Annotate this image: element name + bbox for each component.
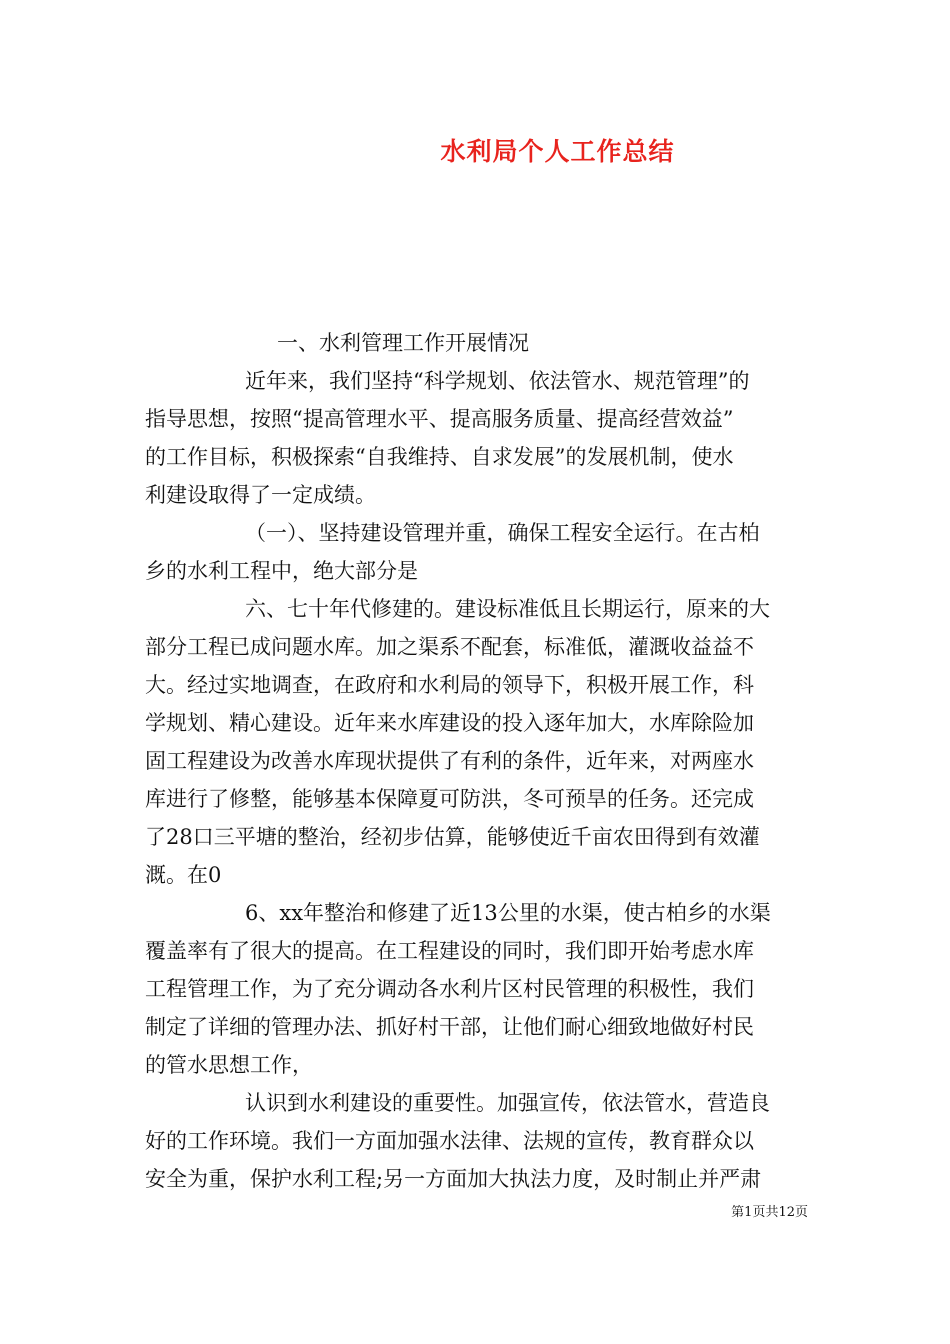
body-line: 溉。在0 — [145, 863, 222, 887]
body-line: 利建设取得了一定成绩。 — [145, 483, 376, 507]
body-line: 好的工作环境。我们一方面加强水法律、法规的宣传，教育群众以 — [145, 1129, 754, 1153]
body-line: 制定了详细的管理办法、抓好村干部，让他们耐心细致地做好村民 — [145, 1015, 754, 1039]
subsection-heading: （一）、坚持建设管理并重，确保工程安全运行。在古柏 — [245, 521, 760, 545]
body-line: 乡的水利工程中，绝大部分是 — [145, 559, 418, 583]
document-title: 水利局个人工作总结 — [440, 137, 675, 166]
page-number: 第1页共12页 — [731, 1205, 808, 1220]
body-line: 学规划、精心建设。近年来水库建设的投入逐年加大，水库除险加 — [145, 711, 754, 735]
body-line: 覆盖率有了很大的提高。在工程建设的同时，我们即开始考虑水库 — [145, 939, 754, 963]
body-line: 部分工程已成问题水库。加之渠系不配套，标准低，灌溉收益益不 — [145, 635, 754, 659]
body-line: 工程管理工作，为了充分调动各水利片区村民管理的积极性，我们 — [145, 977, 754, 1001]
section-heading: 一、水利管理工作开展情况 — [277, 331, 529, 355]
body-line: 库进行了修整，能够基本保障夏可防洪，冬可预旱的任务。还完成 — [145, 787, 754, 811]
body-line: 近年来，我们坚持“科学规划、依法管水、规范管理”的 — [245, 369, 750, 393]
body-line: 6、xx年整治和修建了近13公里的水渠，使古柏乡的水渠 — [245, 901, 771, 925]
body-line: 固工程建设为改善水库现状提供了有利的条件，近年来，对两座水 — [145, 749, 754, 773]
body-line: 的管水思想工作， — [145, 1053, 313, 1077]
body-line: 认识到水利建设的重要性。加强宣传，依法管水，营造良 — [245, 1091, 770, 1115]
body-line: 安全为重，保护水利工程;另一方面加大执法力度，及时制止并严肃 — [145, 1167, 762, 1191]
body-line: 大。经过实地调查，在政府和水利局的领导下，积极开展工作，科 — [145, 673, 754, 697]
body-line: 的工作目标，积极探索“自我维持、自求发展”的发展机制，使水 — [145, 445, 734, 469]
body-line: 了28口三平塘的整治，经初步估算，能够使近千亩农田得到有效灌 — [145, 825, 760, 849]
body-line: 六、七十年代修建的。建设标准低且长期运行，原来的大 — [245, 597, 770, 621]
body-line: 指导思想，按照“提高管理水平、提高服务质量、提高经营效益” — [145, 407, 734, 431]
